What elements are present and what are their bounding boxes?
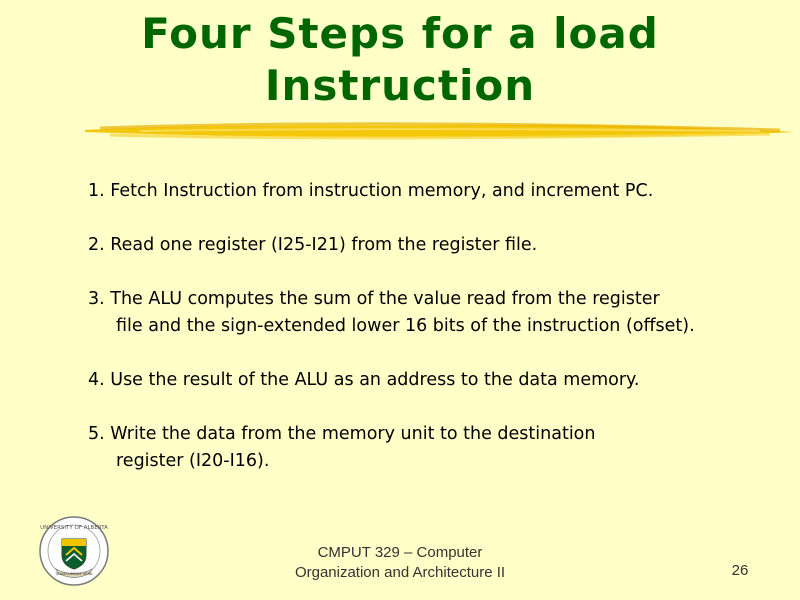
step-3 [88, 286, 778, 340]
course-title-line-2: Organization and Architecture II [294, 564, 506, 581]
title-line-1: Four Steps for a load [141, 9, 659, 58]
step-2 [88, 232, 778, 259]
step-1 [88, 178, 778, 205]
step-1-text: 1. Fetch Instruction from instruction memory, and increment PC. [88, 181, 654, 201]
title-underline-brushstroke [80, 116, 800, 146]
logo-university-text: UNIVERSITY OF ALBERTA [40, 525, 108, 531]
step-5 [88, 421, 778, 475]
step-5-text-continued: register (I20-I16). [116, 451, 270, 471]
page-number: 26 [731, 562, 749, 579]
course-title-line-1: CMPUT 329 – Computer [317, 544, 483, 561]
step-4 [88, 367, 778, 394]
logo-motto-text: QUAECUMQUE VERA [55, 572, 93, 576]
title-line-2: Instruction [264, 61, 536, 110]
slide-title [0, 8, 800, 112]
step-2-text: 2. Read one register (I25-I21) from the register file. [88, 235, 538, 255]
step-4-text: 4. Use the result of the ALU as an address to the data memory. [88, 370, 640, 390]
step-3-text: 3. The ALU computes the sum of the value read from the register [88, 289, 660, 309]
step-3-text-continued: file and the sign-extended lower 16 bits of the instruction (offset). [116, 316, 695, 336]
university-crest-logo [38, 515, 110, 587]
steps-list [88, 178, 778, 502]
course-footer [250, 543, 550, 583]
step-5-text: 5. Write the data from the memory unit to the destination [88, 424, 596, 444]
